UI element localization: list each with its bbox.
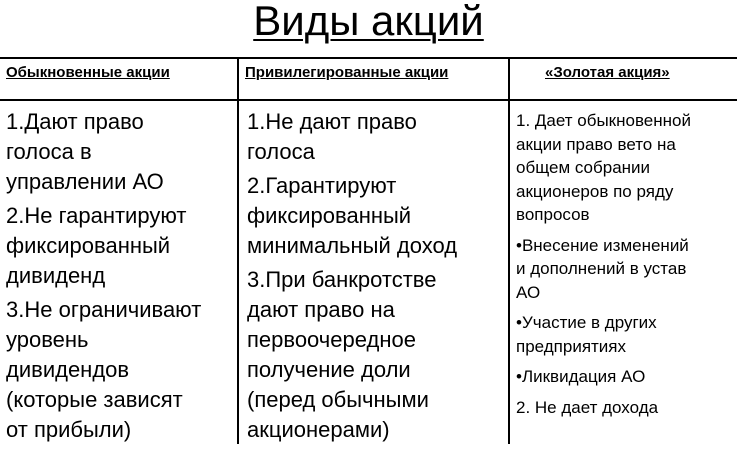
cell-text-line: минимальный доход: [247, 233, 458, 258]
cell-text-line: предприятиях: [516, 336, 627, 356]
cell-paragraph: [6, 107, 201, 197]
column-divider-1: [237, 57, 239, 444]
cell-paragraph: [6, 295, 201, 445]
cell-text-line: первоочередное: [247, 327, 416, 352]
cell-text-line: общем собрании: [516, 158, 651, 177]
cell-text-line: уровень: [6, 327, 89, 352]
cell-text-line: получение доли: [247, 357, 411, 382]
cell-text-line: управлении АО: [6, 169, 164, 194]
cell-text-line: и дополнений в устав: [516, 259, 687, 278]
cell-paragraph: [247, 171, 457, 261]
cell-paragraph: [516, 311, 691, 358]
cell-paragraph: [516, 365, 691, 389]
cell-paragraph: [247, 107, 457, 167]
column-divider-2: [508, 57, 510, 444]
header-golden-share: «Золотая акция»: [545, 64, 670, 81]
cell-text-line: голоса: [247, 139, 315, 164]
cell-text-line: 1.Дают право: [6, 109, 144, 134]
cell-text-line: вопросов: [516, 205, 590, 224]
cell-text-line: акционерами): [247, 417, 390, 442]
cell-paragraph: [516, 396, 691, 420]
header-divider: [0, 99, 737, 101]
cell-text-line: 3.При банкротстве: [247, 267, 437, 292]
cell-paragraph: [247, 265, 457, 445]
cell-text-line: •Внесение изменений: [516, 235, 689, 255]
cell-text-line: 1. Дает обыкновенной: [516, 111, 691, 130]
header-common-shares: Обыкновенные акции: [6, 64, 170, 81]
cell-text-line: •Участие в других: [516, 313, 657, 332]
cell-text-line: АО: [516, 282, 541, 302]
cell-text-line: 2. Не дает дохода: [516, 397, 659, 417]
page-title: Виды акций: [253, 0, 484, 44]
column-golden-share: [516, 109, 691, 426]
header-preferred-shares: Привилегированные акции: [245, 64, 449, 81]
cell-text-line: 3.Не ограничивают: [6, 297, 202, 322]
cell-text-line: акционеров по ряду: [516, 181, 674, 201]
cell-text-line: (которые зависят: [6, 387, 183, 412]
cell-text-line: 2.Не гарантируют: [6, 203, 187, 228]
cell-paragraph: [516, 234, 691, 305]
cell-paragraph: [516, 109, 691, 227]
cell-text-line: акции право вето на: [516, 134, 676, 154]
cell-text-line: от прибыли): [6, 417, 132, 442]
column-common-shares: [6, 107, 201, 449]
cell-text-line: 2.Гарантируют: [247, 173, 397, 198]
table-top-border: [0, 57, 737, 59]
cell-text-line: дивиденд: [6, 263, 106, 288]
cell-text-line: голоса в: [6, 139, 92, 164]
cell-text-line: фиксированный: [6, 233, 171, 258]
cell-text-line: 1.Не дают право: [247, 109, 417, 134]
cell-paragraph: [6, 201, 201, 291]
cell-text-line: дают право на: [247, 297, 395, 322]
cell-text-line: дивидендов: [6, 357, 130, 382]
column-preferred-shares: [247, 107, 457, 449]
cell-text-line: (перед обычными: [247, 387, 429, 412]
cell-text-line: •Ликвидация АО: [516, 367, 646, 386]
cell-text-line: фиксированный: [247, 203, 412, 228]
